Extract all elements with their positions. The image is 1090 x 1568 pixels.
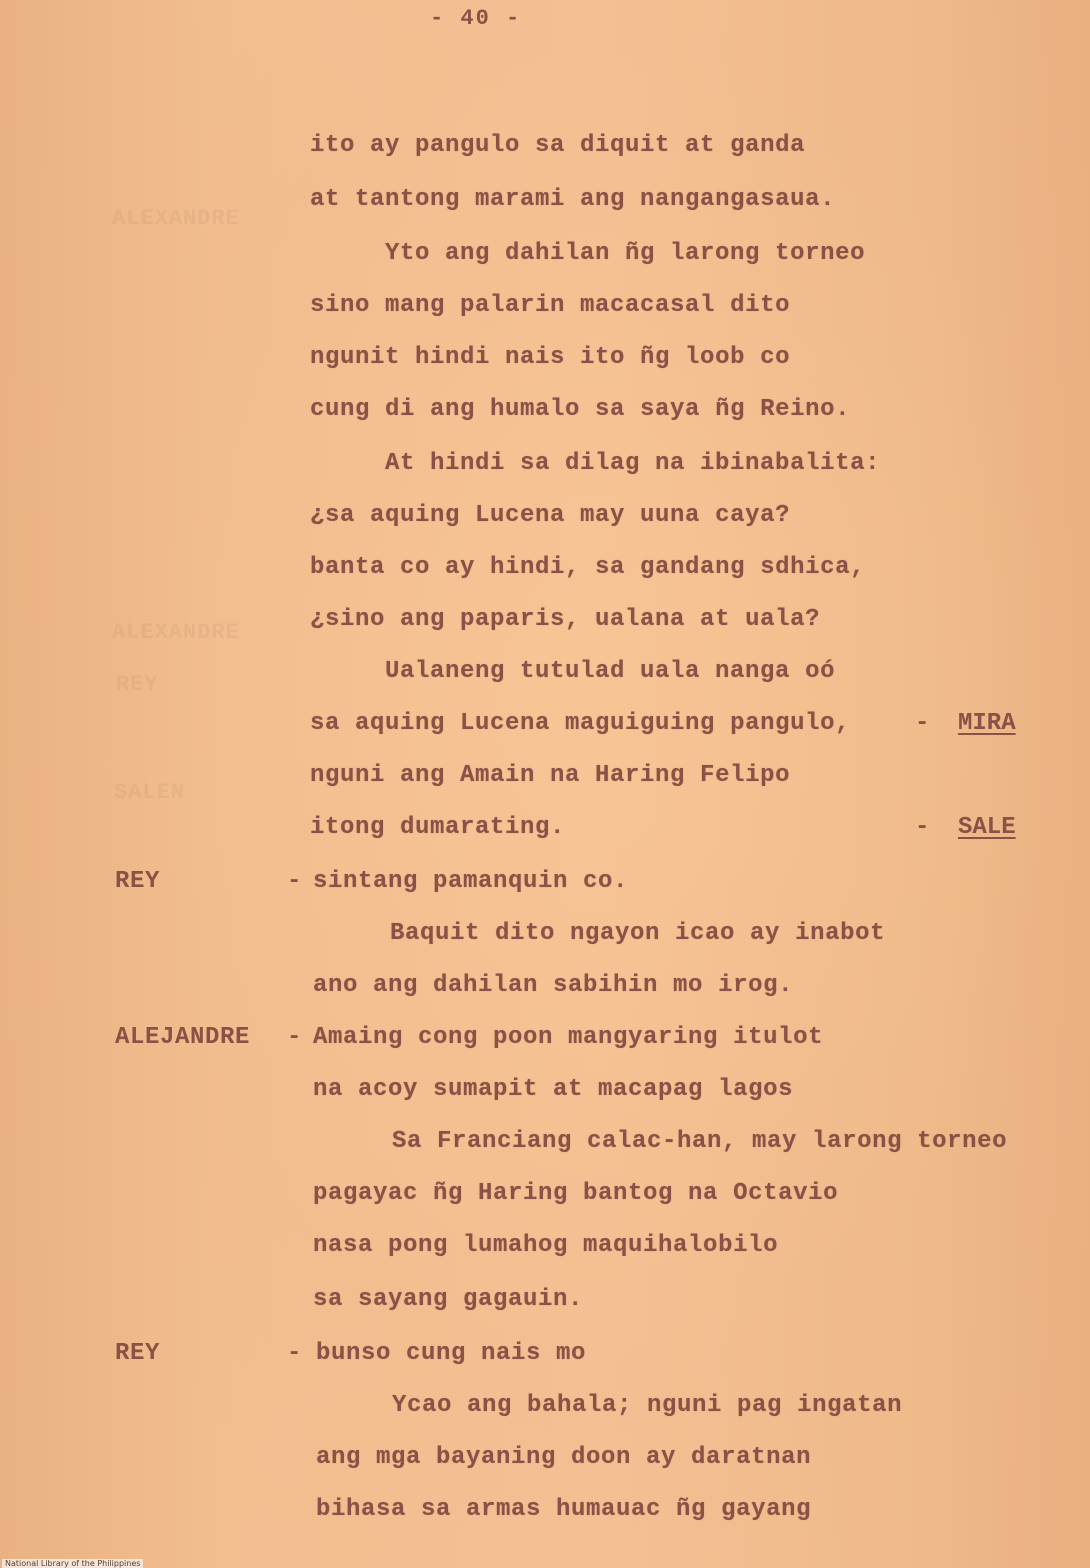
stage-cue-sale: SALE — [958, 814, 1016, 841]
verse-line: Ycao ang bahala; nguni pag ingatan — [392, 1392, 903, 1419]
verse-line: nguni ang Amain na Haring Felipo — [310, 762, 791, 789]
verse-line: sintang pamanquin co. — [313, 868, 629, 895]
verse-line: sino mang palarin macacasal dito — [310, 292, 791, 319]
verse-line: nasa pong lumahog maquihalobilo — [313, 1232, 779, 1259]
stage-cue-mira: MIRA — [958, 710, 1016, 737]
verse-line: bihasa sa armas humauac ñg gayang — [316, 1496, 812, 1523]
verse-line: banta co ay hindi, sa gandang sdhica, — [310, 554, 866, 581]
verse-line: bunso cung nais mo — [316, 1340, 587, 1367]
verse-line: ang mga bayaning doon ay daratnan — [316, 1444, 812, 1471]
speaker-name: REY — [115, 1340, 161, 1367]
verse-line: ano ang dahilan sabihin mo irog. — [313, 972, 794, 999]
verse-line: Baquit dito ngayon icao ay inabot — [390, 920, 886, 947]
verse-line: sa aquing Lucena maguiguing pangulo, — [310, 710, 851, 737]
page-number: - 40 - — [430, 6, 522, 31]
bleed-through-text: SALEN — [114, 780, 186, 805]
verse-line: ¿sino ang paparis, ualana at uala? — [310, 606, 821, 633]
verse-line: at tantong marami ang nangangasaua. — [310, 186, 836, 213]
bleed-through-text: ALEXANDRE — [112, 620, 240, 645]
speaker-name: REY — [115, 868, 161, 895]
verse-line: Sa Franciang calac-han, may larong torneo — [392, 1128, 1008, 1155]
verse-line: At hindi sa dilag na ibinabalita: — [385, 450, 881, 477]
library-footer: National Library of the Philippines — [2, 1559, 143, 1568]
verse-line: na acoy sumapit at macapag lagos — [313, 1076, 794, 1103]
bleed-through-text: ALEXANDRE — [112, 206, 240, 231]
verse-line: Yto ang dahilan ñg larong torneo — [385, 240, 866, 267]
stage-cue-dash: - — [915, 814, 930, 841]
bleed-through-text: REY — [116, 672, 159, 697]
verse-line: cung di ang humalo sa saya ñg Reino. — [310, 396, 851, 423]
verse-line: Amaing cong poon mangyaring itulot — [313, 1024, 824, 1051]
speaker-name: ALEJANDRE — [115, 1024, 251, 1051]
verse-line: ngunit hindi nais ito ñg loob co — [310, 344, 791, 371]
verse-line: Ualaneng tutulad uala nanga oó — [385, 658, 836, 685]
verse-line: pagayac ñg Haring bantog na Octavio — [313, 1180, 839, 1207]
verse-line: itong dumarating. — [310, 814, 566, 841]
speaker-dash: - — [287, 1340, 302, 1367]
speaker-dash: - — [287, 1024, 302, 1051]
verse-line: ito ay pangulo sa diquit at ganda — [310, 132, 806, 159]
verse-line: ¿sa aquing Lucena may uuna caya? — [310, 502, 791, 529]
stage-cue-dash: - — [915, 710, 930, 737]
verse-line: sa sayang gagauin. — [313, 1286, 584, 1313]
speaker-dash: - — [287, 868, 302, 895]
